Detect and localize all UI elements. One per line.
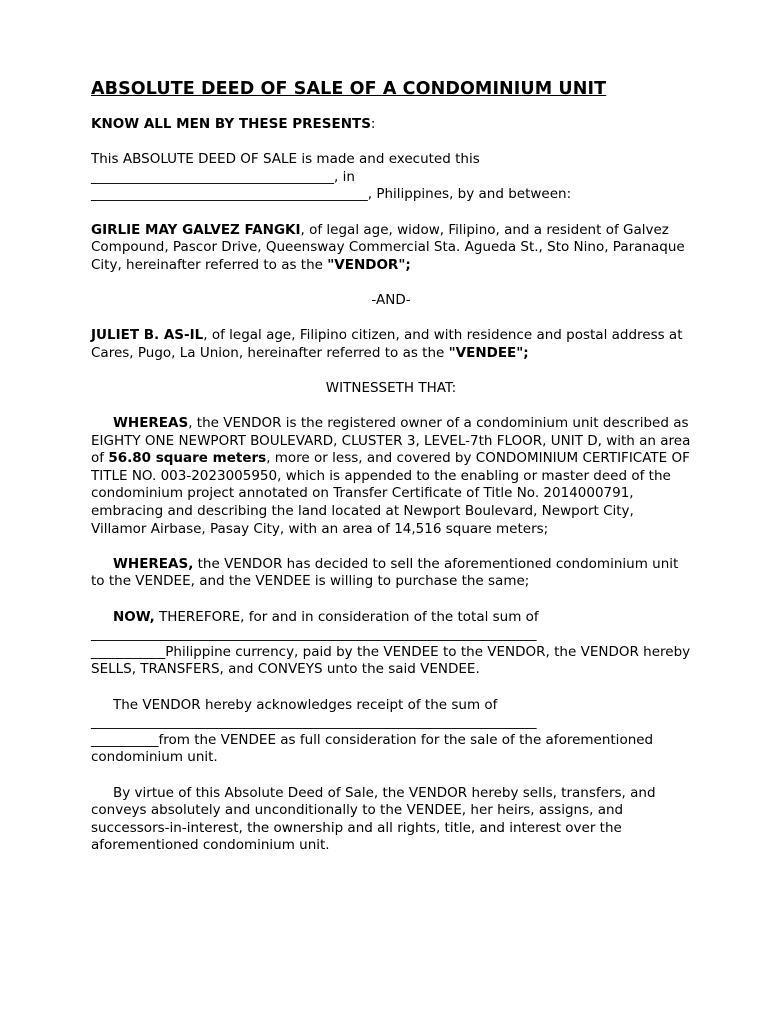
consideration-first-line [91, 609, 539, 625]
consideration-amount-blank: __________________________________________________________________ [91, 626, 537, 643]
whereas-sale-text: the VENDOR has decided to sell the aforementioned condominium unit to the VENDEE, and the VENDEE is willing to purchase the same; [91, 555, 679, 590]
receipt-amount-blank: __________________________________________________________________ [91, 714, 537, 731]
whereas-ownership-paragraph [91, 415, 691, 538]
intro-paragraph [91, 151, 691, 204]
document-title: ABSOLUTE DEED OF SALE OF A CONDOMINIUM UNIT [91, 79, 607, 99]
vendor-name: GIRLIE MAY GALVEZ FANGKI [91, 221, 301, 238]
vendor-label: "VENDOR"; [327, 256, 411, 273]
document-body [91, 78, 691, 873]
know-all-men-heading [91, 116, 691, 134]
vendor-details: , of legal age, widow, Filipino, and a resident of Galvez Compound, Pascor Drive, Queensway Commercial Sta. Agueda St., Sto Nino, Paranaque City, hereinafter referred to as the [91, 221, 685, 273]
consideration-text-1: THEREFORE, for and in consideration of the total sum of [154, 608, 539, 625]
know-all-men-colon: : [370, 116, 376, 132]
intro-line-1: This ABSOLUTE DEED OF SALE is made and executed this [91, 151, 480, 168]
whereas-ownership-text-1: , the VENDOR is the registered owner of a condominium unit described as EIGHTY ONE NEWPORT BOULEVARD, CLUSTER 3, LEVEL-7th FLOOR, UNIT D, with an area of [91, 415, 691, 467]
whereas-ownership-text-2: , more or less, and covered by CONDOMINIUM CERTIFICATE OF TITLE NO. 003-2023005950, which is appended to the enabling or master deed of the condominium project annotated on Transfer Certificate of Title No. 2014000791, embracing and describing the land located at Newport Boulevard, Newport City, Villamor Airbase, Pasay City, with an area of 14,516 square meters; [91, 450, 690, 537]
virtue-paragraph: By virtue of this Absolute Deed of Sale, the VENDOR hereby sells, transfers, and conveys absolutely and unconditionally to the VENDEE, her heirs, assigns, and successors-in-interest, the ownership and all rights, title, and interest over the aforementioned condominium unit. [91, 784, 656, 854]
consideration-text-2: ___________Philippine currency, paid by the VENDEE to the VENDOR, the VENDOR hereby SELLS, TRANSFERS, and CONVEYS unto the said VENDEE. [91, 643, 691, 678]
vendee-paragraph [91, 327, 691, 362]
and-separator: -AND- [371, 291, 411, 308]
receipt-paragraph [91, 697, 691, 767]
unit-area: 56.80 square meters [108, 450, 267, 467]
whereas-sale-label: WHEREAS, [113, 555, 194, 572]
receipt-text-2: __________from the VENDEE as full consideration for the sale of the aforementioned condominium unit. [91, 731, 654, 766]
whereas-sale-paragraph [91, 556, 691, 591]
whereas-ownership-label: WHEREAS [113, 415, 189, 432]
vendee-details: , of legal age, Filipino citizen, and with residence and postal address at Cares, Pugo, La Union, hereinafter referred to as the [91, 327, 683, 361]
know-all-men-label: KNOW ALL MEN BY THESE PRESENTS [91, 116, 371, 132]
vendee-label: "VENDEE"; [448, 344, 529, 361]
receipt-text-1: The VENDOR hereby acknowledges receipt of the sum of [113, 696, 498, 713]
now-label: NOW, [113, 608, 155, 625]
intro-line-2-date-blank: ____________________________________, in [91, 168, 355, 185]
vendor-paragraph [91, 222, 691, 275]
vendee-name: JULIET B. AS-IL [91, 327, 204, 344]
intro-line-3-place-blank: _________________________________________, Philippines, by and between: [91, 186, 572, 203]
witnesseth-heading: WITNESSETH THAT: [325, 379, 457, 396]
consideration-paragraph [91, 609, 691, 679]
